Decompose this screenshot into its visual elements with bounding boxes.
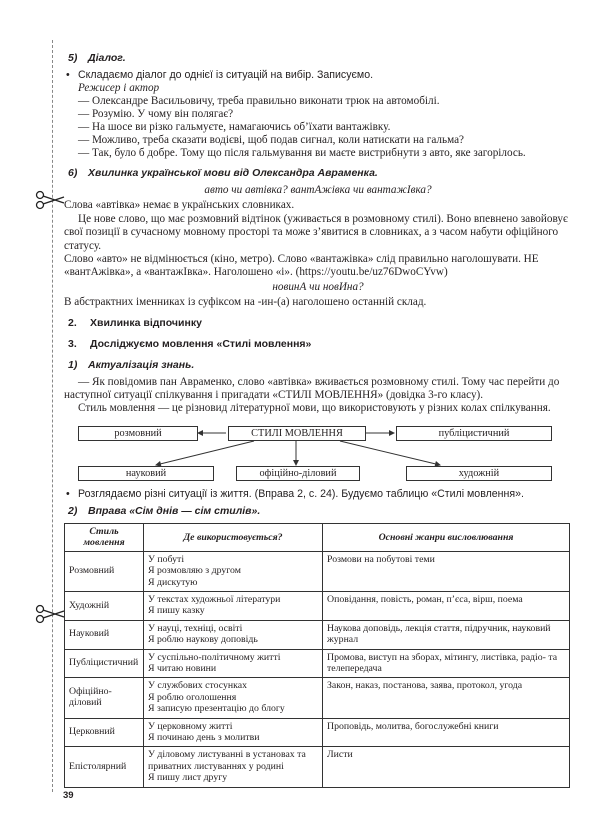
actualization-heading [64, 359, 572, 371]
dialog-line: — Олександре Васильовичу, треба правильно виконати трюк на автомобілі. [78, 95, 440, 107]
usage-line: У діловому листуванні в установах та приватних листуваннях у родині [148, 749, 306, 772]
table-header: Стиль мовлення [65, 523, 144, 551]
diagram-box-center: СТИЛІ МОВЛЕННЯ [228, 426, 366, 441]
actualization-title: Актуалізація знань. [88, 358, 195, 371]
scissors-icon [34, 604, 68, 624]
paragraph: — Як повідомив пан Авраменко, слово «автівка» вживається розмовному стилі. Тому час перейти до наступної ситуації спілкування і пригадати «СТИЛІ МОВЛЕННЯ» (довідка 3-го класу). [64, 375, 560, 402]
table-cell-style: Науковий [65, 620, 144, 649]
table-cell-genres: Закон, наказ, постанова, заява, протокол, угода [323, 678, 570, 718]
usage-line: Я роблю оголошення [148, 691, 237, 703]
usage-line: Я розмовляю з другом [148, 565, 241, 577]
table-cell-genres: Наукова доповідь, лекція стаття, підручник, науковий журнал [323, 620, 570, 649]
usage-line: У науці, техніці, освіті [148, 622, 243, 634]
usage-line: Я починаю день з молитви [148, 731, 260, 743]
diagram-box-scientific: науковий [78, 466, 214, 481]
table-cell-usage [144, 591, 323, 620]
table-row [65, 591, 570, 620]
exercise-number: 2) [68, 504, 78, 517]
usage-line: У церковному житті [148, 720, 233, 732]
section-heading [64, 317, 572, 329]
section-number: 2. [68, 316, 77, 329]
usage-line: Я дискутую [148, 576, 198, 588]
paragraph: Слова «автівка» немає в українських словниках. [64, 199, 295, 212]
diagram-box-publicistic: публіцистичний [396, 426, 552, 441]
dialog-line: — Розумію. У чому він полягає? [78, 108, 234, 120]
table-cell-style: Епістолярний [65, 747, 144, 787]
section-title: Досліджуємо мовлення «Стилі мовлення» [90, 337, 312, 350]
table-cell-usage [144, 718, 323, 747]
paragraph: В абстрактних іменниках із суфіксом на -ин-(а) наголошено останній склад. [64, 296, 427, 309]
table-cell-usage [144, 620, 323, 649]
cut-line [52, 40, 53, 792]
table-row [65, 747, 570, 787]
table-body [65, 551, 570, 787]
table-cell-style: Розмовний [65, 551, 144, 591]
dialog-number: 5) [68, 52, 78, 64]
dialog-line: — Можливо, треба сказати водієві, щоб подав сигнал, коли натискати на гальма? [78, 134, 465, 146]
actualization-number: 1) [68, 358, 78, 371]
paragraph: Слово «авто» не відмінюється (кіно, метро). Слово «вантажівка» слід правильно наголошувати. НЕ «вантАжівка», а «вантажІвка». Наголошено «і». (https://youtu.be/uz76DwoCYvw) [64, 253, 539, 279]
table-cell-genres: Листи [323, 747, 570, 787]
table-cell-genres: Промова, виступ на зборах, мітингу, листівка, радіо- та телепередача [323, 649, 570, 678]
diagram-box-conversational: розмовний [78, 426, 198, 441]
minute-question: новинА чи новИна? [272, 280, 364, 293]
section-heading [64, 338, 572, 350]
table-cell-style: Публіцистичний [65, 649, 144, 678]
dialog-title: Діалог. [88, 52, 126, 64]
table-row [65, 678, 570, 718]
table-row [65, 718, 570, 747]
exercise-heading [64, 505, 572, 517]
dialog-heading [64, 52, 572, 64]
minute-question: авто чи автівка? вантАжівка чи вантажІвка? [204, 184, 432, 196]
usage-line: Я пишу лист другу [148, 772, 228, 784]
table-row [65, 551, 570, 591]
situations-instruction: • Розглядаємо різні ситуації із життя. (Вправа 2, с. 24). Будуємо таблицю «Стилі мовлення». [64, 488, 572, 501]
paragraph: Це нове слово, що має розмовний відтінок (уживається в розмовному стилі). Воно впевнено завойовує свої позиції в сучасному мовному просторі та може з’явитися в словниках, а з часом набути офіційного статусу. [64, 212, 568, 252]
table-cell-genres: Оповідання, повість, роман, п’єса, вірш, поема [323, 591, 570, 620]
usage-line: Я роблю наукову доповідь [148, 634, 258, 646]
dialog-roles: Режисер і актор [78, 82, 160, 94]
scissors-icon [34, 190, 68, 210]
page-content [64, 52, 572, 788]
dialog-line: — Так, було б добре. Тому що після гальмування ви маєте вистрибнути з авто, яке загорілось. [78, 147, 526, 159]
table-header-row [65, 523, 570, 551]
paragraph: Стиль мовлення — це різновид літературної мови, що використовують у різних колах спілкування. [78, 402, 551, 415]
minute-title: Хвилинка української мови від Олександра Авраменка. [88, 167, 378, 179]
usage-line: Я пишу казку [148, 605, 205, 617]
table-cell-usage [144, 649, 323, 678]
table-cell-style: Офіційно-діловий [65, 678, 144, 718]
table-cell-usage [144, 551, 323, 591]
table-cell-usage [144, 678, 323, 718]
usage-line: У службових стосунках [148, 680, 247, 692]
exercise-title: Вправа «Сім днів — сім стилів». [88, 504, 261, 517]
page-number: 39 [63, 790, 74, 801]
table-row [65, 649, 570, 678]
table-header: Основні жанри висловлювання [323, 523, 570, 551]
table-cell-style: Художній [65, 591, 144, 620]
section-number: 3. [68, 337, 77, 350]
dialog-line: — На шосе ви різко гальмуєте, намагаючись об’їхати вантажівку. [78, 121, 391, 133]
table-cell-genres: Проповідь, молитва, богослужебні книги [323, 718, 570, 747]
minute-number: 6) [68, 167, 78, 179]
dialog-instruction: • Складаємо діалог до однієї із ситуацій на вибір. Записуємо. [64, 69, 572, 82]
diagram-box-official: офіційно-діловий [236, 466, 360, 481]
table-cell-style: Церковний [65, 718, 144, 747]
speech-styles-diagram [64, 424, 572, 482]
diagram-box-artistic: художній [406, 466, 552, 481]
table-cell-usage [144, 747, 323, 787]
table-cell-genres: Розмови на побутові теми [323, 551, 570, 591]
usage-line: У суспільно-політичному житті [148, 651, 281, 663]
minute-heading [64, 167, 572, 179]
usage-line: У побуті [148, 553, 185, 565]
usage-line: Я читаю новини [148, 662, 217, 674]
speech-styles-table [64, 523, 570, 788]
table-header: Де використовується? [144, 523, 323, 551]
section-title: Хвилинка відпочинку [90, 316, 202, 329]
usage-line: У текстах художньої літератури [148, 593, 281, 605]
usage-line: Я записую презентацію до блогу [148, 703, 285, 715]
table-row [65, 620, 570, 649]
